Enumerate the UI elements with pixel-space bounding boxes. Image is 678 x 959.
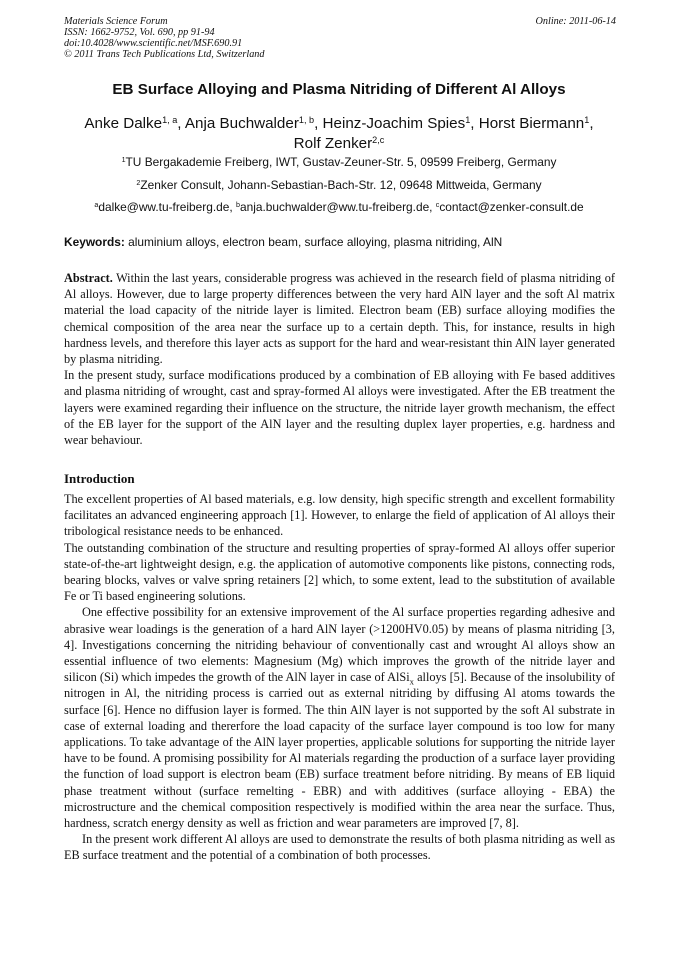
author-superscript: 1, a [162,114,178,125]
author-superscript: 2,c [372,134,385,145]
email-line [30,200,648,214]
author-list [50,114,628,154]
email-address: contact@zenker-consult.de [439,200,584,214]
journal-header [64,16,616,60]
author-name: Anja Buchwalder [184,115,299,132]
affiliation-text: TU Bergakademie Freiberg, IWT, Gustav-Zeuner-Str. 5, 09599 Freiberg, Germany [125,155,557,169]
author-separator: , [589,115,594,132]
affiliation-2 [30,178,648,192]
intro-text: alloys [5]. Because of the insolubility of nitrogen in Al, the nitriding process is carried out as external nitriding by diffusing Al atoms towards the surface [6]. Hence no diffusion layer is formed. The thin AlN layer is not supported by the soft Al substrate in case of external loading and thererfore the load capacity of the surface layer compound is too low for many applications. To take advantage of the AlN layer properties, applicable solutions for supporting the nitride layer have to be found. A promising possibility for Al materials regarding the production of a surface layer providing the function of load support is electron beam (EB) surface treatment before nitriding. By means of EB liquid phase treatment without (surface remelting - EBR) and with additives (surface alloying - EBA) the microstructure and the chemical composition respectively is modified within the area near the surface. Thus, hardness, scratch energy density as well as friction and wear parameters are improved [7, 8]. [64,670,616,831]
author-name: Anke Dalke [84,115,163,132]
paper-title: EB Surface Alloying and Plasma Nitriding of Different Al Alloys [112,81,566,98]
keywords-line [64,235,502,249]
author-name: Heinz-Joachim Spies [322,115,466,132]
author-name: Rolf Zenker [293,135,373,152]
intro-text: One effective possibility for an extensive improvement of the Al surface properties regarding adhesive and abrasive wear loadings is the generation of a hard AlN layer (>1200HV0.05) by means of plasma nitriding [3, 4]. Investigations concerning the nitriding behaviour of conventionally cast and wrought Al alloys show an essential influence of two elements: Magnesium (Mg) which improves the growth of the nitride layer and silicon (Si) which impedes the growth of the AlN layer in case of AlSi [64,605,615,685]
intro-paragraph-4: In the present work different Al alloys are used to demonstrate the results of both plasma nitriding as well as EB surface treatment and the potential of a combination of both processes. [64,832,615,863]
journal-name: Materials Science Forum [64,16,168,27]
email-address: anja.buchwalder@ww.tu-freiberg.de, [239,200,436,214]
online-date: Online: 2011-06-14 [535,16,616,27]
author-superscript: 1, b [298,114,315,125]
intro-paragraph-1: The excellent properties of Al based materials, e.g. low density, high specific strength and excellent formability facilitates an advanced engineering approach [1]. However, to enlarge the field of application of Al alloys their tribological resistance needs to be enhanced. [64,492,615,539]
keywords-text: aluminium alloys, electron beam, surface alloying, plasma nitriding, AlN [124,235,503,249]
subscript: x [409,676,414,687]
abstract-paragraph-1 [64,270,615,367]
email-superscript: a [94,200,99,209]
intro-paragraph-3 [64,604,615,831]
email-superscript: b [236,200,240,209]
affiliation-superscript: 2 [136,178,141,187]
author-separator: , [314,115,323,132]
introduction-section [64,491,615,864]
abstract-section [64,270,615,448]
introduction-heading: Introduction [64,471,135,486]
abstract-label: Abstract. [64,271,113,285]
author-separator: , [470,115,479,132]
email-address: dalke@ww.tu-freiberg.de, [98,200,236,214]
email-superscript: c [435,200,440,209]
affiliation-superscript: 1 [121,155,126,164]
author-separator: , [177,115,185,132]
affiliation-text: Zenker Consult, Johann-Sebastian-Bach-Str. 12, 09648 Mittweida, Germany [140,178,542,192]
author-name: Horst Biermann [478,115,585,132]
affiliation-1 [30,155,648,169]
abstract-text: Within the last years, considerable progress was achieved in the research field of plasma nitriding of Al alloys. However, due to large property differences between the very hard AlN layer and the soft Al matrix material the load capacity of the nitride layer is limited. Electron beam (EB) surface alloying modifies the chemical composition of the area near the surface up to a certain depth. This, for instance, results in high hardness levels, and therefore this layer acts as support for the hard and wear-resistant thin AlN layer generated by plasma nitriding. [64,271,615,367]
abstract-paragraph-2: In the present study, surface modifications produced by a combination of EB alloying with Fe based additives and plasma nitriding of wrought, cast and spray-formed Al alloys were investigated. After the EB treatment the layers were examined regarding their influence on the structure, the nitride layer growth mechanism, the effect of the EB layer for the support of the AlN layer and the resulting duplex layer properties, e.g. hardness and wear behaviour. [64,368,615,448]
issn-line: ISSN: 1662-9752, Vol. 690, pp 91-94 [64,27,215,38]
author-superscript: 1 [584,114,590,125]
author-superscript: 1 [465,114,471,125]
intro-paragraph-2: The outstanding combination of the structure and resulting properties of spray-formed Al alloys offer superior state-of-the-art lightweight design, e.g. the application of automotive components like pistons, connecting rods, bearing blocks, valves or valve spring retainers [2] which, to some extent, lead to the substitution of available Fe or Ti based engineering solutions. [64,540,615,604]
copyright-line: © 2011 Trans Tech Publications Ltd, Switzerland [64,49,265,60]
keywords-label: Keywords: [64,235,125,249]
doi-line: doi:10.4028/www.scientific.net/MSF.690.91 [64,38,243,49]
